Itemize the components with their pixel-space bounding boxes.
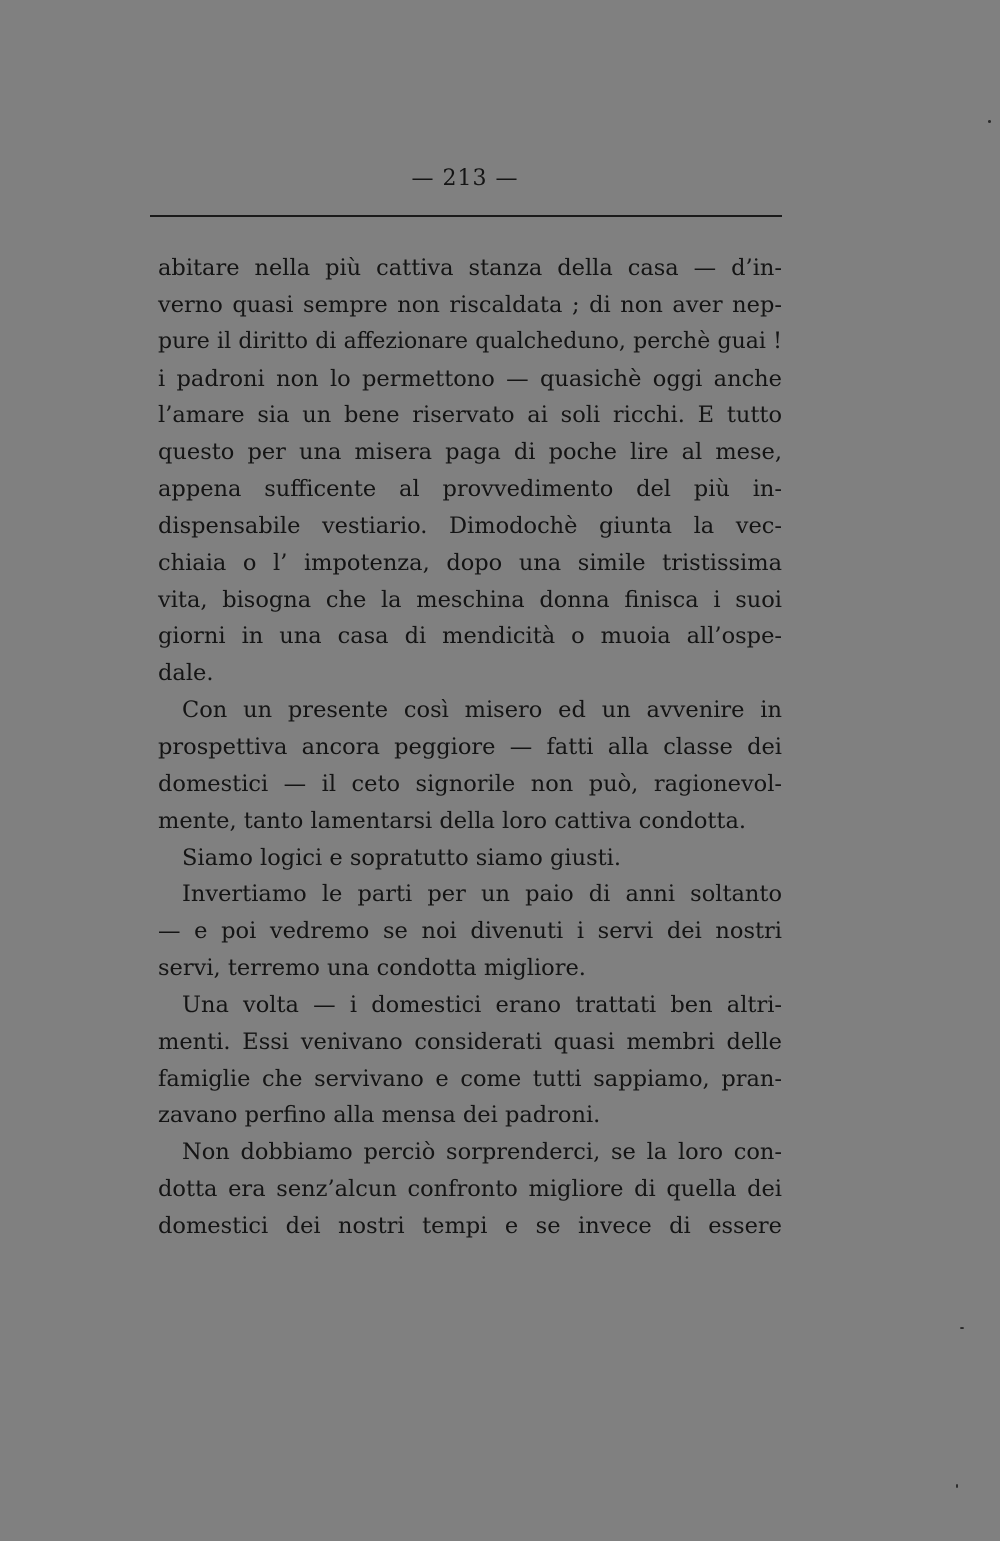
text-line: pure il diritto di affezionare qualcheduno, perchè guai ! [158,328,782,354]
text-line: chiaia o l’ impotenza, dopo una simile tristissima [158,549,782,576]
text-line: dispensabile vestiario. Dimodochè giunta la vec- [158,512,782,539]
text-line: dotta era senz’alcun confronto migliore di quella dei [158,1176,782,1203]
page-number-header: — 213 — [411,166,519,191]
text-line: dale. [158,660,214,687]
text-line: — e poi vedremo se noi divenuti i servi dei nostri [158,918,782,945]
text-line: verno quasi sempre non riscaldata ; di non aver nep- [158,291,782,318]
text-line: famiglie che servivano e come tutti sappiamo, pran- [158,1065,782,1092]
text-line: Con un presente così misero ed un avvenire in [182,697,782,724]
text-line: mente, tanto lamentarsi della loro cattiva condotta. [158,807,747,834]
text-line: i padroni non lo permettono — quasichè oggi anche [158,365,782,392]
text-line: domestici — il ceto signorile non può, ragionevol- [158,770,782,797]
text-line: Non dobbiamo perciò sorprenderci, se la loro con- [182,1139,782,1166]
text-line: vita, bisogna che la meschina donna finisca i suoi [158,586,782,613]
text-line: questo per una misera paga di poche lire al mese, [158,439,782,466]
text-line: giorni in una casa di mendicità o muoia all’ospe- [158,623,782,650]
text-line: zavano perfino alla mensa dei padroni. [158,1102,601,1129]
scan-speck [988,120,991,123]
text-line: prospettiva ancora peggiore — fatti alla classe dei [158,733,782,760]
text-line: menti. Essi venivano considerati quasi membri delle [158,1028,782,1055]
text-line: Siamo logici e sopratutto siamo giusti. [182,844,622,871]
text-line: l’amare sia un bene riservato ai soli ricchi. E tutto [158,402,782,429]
text-line: appena sufficente al provvedimento del più in- [158,476,782,503]
body-text [158,250,782,1245]
text-line: abitare nella più cattiva stanza della casa — d’in- [158,255,782,281]
text-line: domestici dei nostri tempi e se invece di essere [158,1212,782,1239]
text-line: Invertiamo le parti per un paio di anni soltanto [182,881,782,908]
text-line: servi, terremo una condotta migliore. [158,955,586,982]
scan-speck [960,1327,964,1329]
text-line: Una volta — i domestici erano trattati ben altri- [182,991,782,1018]
header-rule [150,215,782,217]
scan-speck [956,1484,958,1488]
